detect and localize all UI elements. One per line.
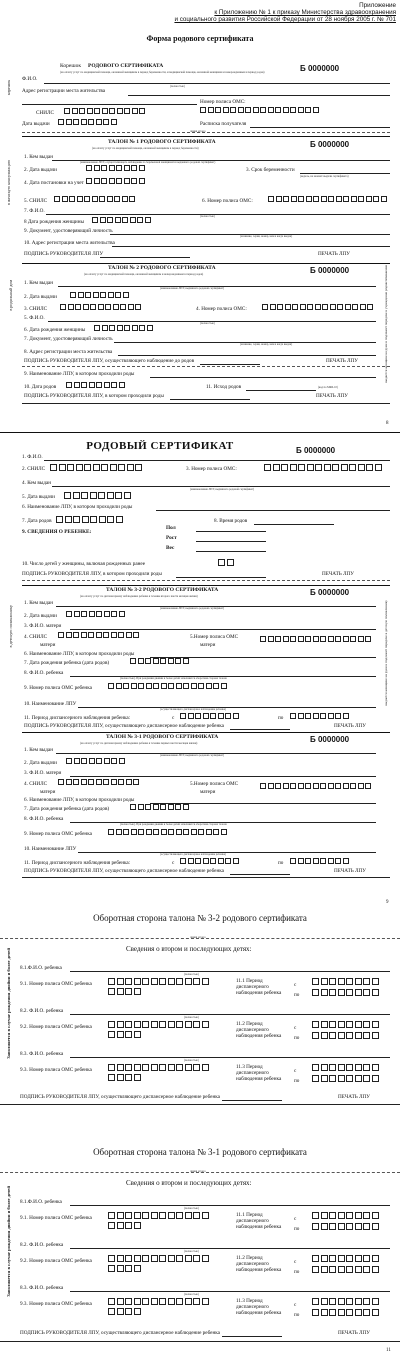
talon2-seal: ПЕЧАТЬ ЛПУ <box>326 358 358 364</box>
talon2-sign1: ПОДПИСЬ РУКОВОДИТЕЛЯ ЛПУ, осуществляющего наблюдение до родов <box>24 358 195 364</box>
back31-title: Оборотная сторона талона № 3-1 родового сертификата <box>93 1147 307 1157</box>
talon31-l5-cells[interactable] <box>260 783 371 789</box>
cert-weight-field[interactable] <box>196 551 266 552</box>
header-line-2: к Приложению № 1 к приказу Министерства здравоохранения <box>214 9 396 16</box>
back31-r92: 9.2. Номер полиса ОМС ребенка <box>20 1258 92 1264</box>
talon31-title: ТАЛОН № 3-1 РОДОВОГО СЕРТИФИКАТА <box>106 734 219 740</box>
talon32-sign: ПОДПИСЬ РУКОВОДИТЕЛЯ ЛПУ, осуществляющего диспансерное наблюдение ребенка <box>24 723 224 729</box>
talon31-l10-hint: (осуществляющего диспансерное наблюдение ребенка) <box>160 853 227 856</box>
talon1-l10-field[interactable] <box>112 246 390 247</box>
talon1-l6: 6. Номер полиса ОМС: <box>202 198 253 204</box>
talon2-l4-cells[interactable] <box>262 304 373 310</box>
koreshok-receipt-label: Расписка получателя <box>200 121 247 127</box>
koreshok-address-label: Адрес регистрации места жительства <box>22 88 106 94</box>
page-number-9: 9 <box>386 900 389 905</box>
talon1-title: ТАЛОН № 1 РОДОВОГО СЕРТИФИКАТА <box>108 139 216 145</box>
talon32-l1-hint: (наименование ЛПУ, выдавшего родовой сертификат) <box>160 607 225 610</box>
talon1-l2: 2. Дата выдачи <box>24 167 57 173</box>
back31-r92-cells-a[interactable] <box>108 1255 209 1262</box>
talon32-subtitle: (на оплату услуг по диспансерному наблюдению ребенка в течение второго шести месяцев жизни) <box>80 595 198 598</box>
back31-r93-cells-a[interactable] <box>108 1298 209 1305</box>
talon31-subtitle: (на оплату услуг по диспансерному наблюдению ребенка в течение первых шести месяцев жизни) <box>80 742 198 745</box>
cert-l9: 9. СВЕДЕНИЯ О РЕБЕНКЕ: <box>22 529 92 535</box>
talon2-l9-field[interactable] <box>150 377 376 378</box>
talon31-l7: 7. Дата рождения ребенка (дата родов) <box>24 806 110 812</box>
back32-p112-to: по <box>294 1035 300 1041</box>
back32-r91-cells-a[interactable] <box>108 978 209 985</box>
talon1-l7: 7. Ф.И.О. <box>24 208 45 214</box>
talon31-l9-cells[interactable] <box>108 829 227 835</box>
talon32-l5b: матери <box>200 642 216 648</box>
talon32-l7: 7. Дата рождения ребенка (дата родов) <box>24 660 110 666</box>
back32-p113: 11.3 Период диспансерного наблюдения ребенка <box>236 1064 282 1082</box>
talon1-l8-cells[interactable] <box>92 217 151 223</box>
cert-l1: 1. Ф.И.О. <box>22 454 43 460</box>
cert-l6-field[interactable] <box>156 510 390 511</box>
back31-r81-field[interactable] <box>70 1205 390 1206</box>
back31-p113: 11.3 Период диспансерного наблюдения ребенка <box>236 1298 282 1316</box>
talon32-l3: 3. Ф.И.О. матери <box>24 623 62 629</box>
back31-p113-to-cells[interactable] <box>312 1309 379 1316</box>
back32-r83-hint: (полностью) <box>184 1059 199 1062</box>
back32-r92: 9.2. Номер полиса ОМС ребенка <box>20 1024 92 1030</box>
talon32-l4-cells[interactable] <box>58 632 139 638</box>
talon2-l9: 9. Наименование ЛПУ, в котором проходили роды <box>24 371 135 377</box>
back32-p111-from-cells[interactable] <box>312 978 379 985</box>
talon2-subtitle: (на оплату услуг по медицинской помощи, оказанной женщинам и новорожденным в период родов) <box>84 273 204 276</box>
document-header <box>174 2 396 23</box>
talon2-l10-cells[interactable] <box>66 382 125 388</box>
talon1-seal: ПЕЧАТЬ ЛПУ <box>318 251 350 257</box>
back32-p111-to: по <box>294 992 300 998</box>
cert-seal: ПЕЧАТЬ ЛПУ <box>322 571 354 577</box>
back31-p111-from-cells[interactable] <box>312 1212 379 1219</box>
back31-sign: ПОДПИСЬ РУКОВОДИТЕЛЯ ЛПУ, осуществляющего диспансерное наблюдение ребенка <box>20 1330 220 1336</box>
koreshok-title-prefix: Корешок <box>60 63 81 69</box>
talon2-sign2: ПОДПИСЬ РУКОВОДИТЕЛЯ ЛПУ, в котором проходили роды <box>24 393 164 399</box>
koreshok-receipt-field[interactable] <box>250 127 390 128</box>
back32-r82: 8.2. Ф.И.О. ребенка <box>20 1008 64 1014</box>
back31-r83-field[interactable] <box>70 1291 390 1292</box>
page-separator-1 <box>0 432 400 433</box>
talon2-divider <box>22 366 390 367</box>
cert-l1-field[interactable] <box>44 460 390 461</box>
talon1-l3: 3. Срок беременности <box>246 167 295 173</box>
back32-p113-to-cells[interactable] <box>312 1075 379 1082</box>
back32-r93-cells-a[interactable] <box>108 1064 209 1071</box>
talon32-l5-cells[interactable] <box>260 636 371 642</box>
talon32-l10: 10. Наименование ЛПУ <box>24 701 77 707</box>
talon32-sign-field[interactable] <box>230 729 290 730</box>
talon31-l4: 4. СНИЛС <box>24 781 48 787</box>
back32-p111-from: с <box>294 982 297 988</box>
talon32-l4: 4. СНИЛС <box>24 634 48 640</box>
talon31-l1-hint: (наименование ЛПУ, выдавшего родовой сертификат) <box>160 754 225 757</box>
back32-side: Заполняется в случае рождения двойни и более детей <box>6 948 11 1059</box>
back32-r83: 8.3. Ф.И.О. ребенка <box>20 1051 64 1057</box>
koreshok-snils-label: СНИЛС <box>36 110 54 116</box>
talon2-l7-hint: (название, серия, номер, кем и когда выдан) <box>240 343 293 346</box>
talon32-l9-cells[interactable] <box>108 683 227 689</box>
koreshok-address-field[interactable] <box>128 95 390 96</box>
talon2-bottom-border <box>22 403 390 404</box>
talon32-l2: 2. Дата выдачи <box>24 613 57 619</box>
back31-r91-cells-b[interactable] <box>108 1222 141 1229</box>
cert-l4: 4. Кем выдан <box>22 480 51 486</box>
talon32-number: Б 0000000 <box>310 588 350 597</box>
talon32-top-border <box>22 585 390 586</box>
talon1-l7-hint: (полностью) <box>200 215 215 218</box>
cert-sex-field[interactable] <box>196 531 266 532</box>
back31-r81-hint: (полностью) <box>184 1207 199 1210</box>
talon1-subtitle: (на оплату услуг по медицинской помощи, оказанной женщинам в период беременности) <box>92 147 199 150</box>
talon2-sign1-field[interactable] <box>200 364 260 365</box>
cut-line-label: линия отреза <box>190 130 206 133</box>
back31-p112-to: по <box>294 1269 300 1275</box>
talon2-l3: 3. СНИЛС <box>24 306 48 312</box>
back32-r82-hint: (полностью) <box>184 1016 199 1019</box>
talon32-l1: 1. Кем выдан <box>24 600 53 606</box>
talon31-sign: ПОДПИСЬ РУКОВОДИТЕЛЯ ЛПУ, осуществляющего диспансерное наблюдение ребенка <box>24 868 224 874</box>
back32-r93: 9.3. Номер полиса ОМС ребенка <box>20 1067 92 1073</box>
back32-heading: Сведения о втором и последующих детях: <box>126 945 252 953</box>
talon2-l7: 7. Документ, удостоверяющий личность <box>24 336 113 342</box>
koreshok-number: Б 0000000 <box>300 64 340 73</box>
talon2-l5-hint: (полностью) <box>200 322 215 325</box>
back31-r91-cells-a[interactable] <box>108 1212 209 1219</box>
talon1-l9: 9. Документ, удостоверяющий личность <box>24 228 113 234</box>
back31-r91: 9.1. Номер полиса ОМС ребенка <box>20 1215 92 1221</box>
koreshok-address-field-2[interactable] <box>22 104 197 105</box>
back32-p112-from: с <box>294 1025 297 1031</box>
back32-title: Оборотная сторона талона № 3-2 родового сертификата <box>93 913 307 923</box>
talon1-l1: 1. Кем выдан <box>24 154 53 160</box>
cert-l2-cells[interactable] <box>50 464 142 471</box>
cert-sex-label: Пол <box>166 525 176 531</box>
talon32-l7-cells[interactable] <box>130 658 189 664</box>
back32-r81: 8.1.Ф.И.О. ребенка <box>20 965 62 971</box>
cert-l10-cells[interactable] <box>218 559 234 566</box>
cert-l5: 5. Дата выдачи <box>22 494 55 500</box>
talon32-seal: ПЕЧАТЬ ЛПУ <box>334 723 366 729</box>
cert-number: Б 0000000 <box>296 446 336 455</box>
cert-height-label: Рост <box>166 535 177 541</box>
talon1-l1-hint: (наименование ЛПУ, осуществляющего наблюдение за беременной женщиной и выдавшего родовой сертификат) <box>80 161 216 164</box>
talon31-to-cells[interactable] <box>290 858 349 864</box>
talon32-side-right: выдается женщине на руки и подлежит передаче в детскую поликлинику <box>384 600 388 706</box>
cert-l8-field[interactable] <box>254 524 334 525</box>
back31-cut-label: линия отреза <box>190 1170 206 1173</box>
back31-p113-from: с <box>294 1302 297 1308</box>
koreshok-fio-field[interactable] <box>44 83 390 84</box>
back31-p112: 11.2 Период диспансерного наблюдения ребенка <box>236 1255 282 1273</box>
talon32-from: с <box>172 715 175 721</box>
talon2-l3-cells[interactable] <box>60 304 141 310</box>
talon31-from-cells[interactable] <box>180 858 239 864</box>
back32-r92-cells-a[interactable] <box>108 1021 209 1028</box>
talon2-side-right: выдается женщине на руки и подлежит передаче в учреждение родовспоможения <box>384 265 388 383</box>
koreshok-snils-cells[interactable] <box>64 108 145 114</box>
koreshok-date-cells[interactable] <box>58 119 117 125</box>
cert-l5-cells[interactable] <box>64 492 131 499</box>
back32-r91: 9.1. Номер полиса ОМС ребенка <box>20 981 92 987</box>
back32-r81-field[interactable] <box>70 971 390 972</box>
talon2-l1-hint: (наименование ЛПУ, выдавшего родовой сертификат) <box>160 287 225 290</box>
header-line-3: и социального развития Российской Федерации от 28 ноября 2005 г. № 701 <box>174 16 396 23</box>
back31-p111-from: с <box>294 1216 297 1222</box>
talon1-sign: ПОДПИСЬ РУКОВОДИТЕЛЯ ЛПУ <box>24 251 104 257</box>
talon31-l10-field[interactable] <box>78 852 376 853</box>
talon31-l7-cells[interactable] <box>130 804 189 810</box>
back31-p113-from-cells[interactable] <box>312 1298 379 1305</box>
talon31-from: с <box>172 860 175 866</box>
back31-sign-field[interactable] <box>222 1336 282 1337</box>
talon1-l9-hint: (название, серия, номер, кем и когда выдан) <box>240 235 293 238</box>
talon32-l3-field[interactable] <box>70 629 376 630</box>
koreshok-fio-hint: (полностью) <box>170 85 185 88</box>
cert-l4-hint: (наименование ЛПУ, выдавшего родовой сертификат) <box>190 488 255 491</box>
back31-p112-from-cells[interactable] <box>312 1255 379 1262</box>
talon31-l8: 8. Ф.И.О. ребенка <box>24 816 64 822</box>
talon1-l6-cells[interactable] <box>268 196 387 202</box>
back31-heading: Сведения о втором и последующих детях: <box>126 1179 252 1187</box>
talon2-l11-hint: (код по МКБ-10) <box>318 386 338 389</box>
talon31-l5: 5.Номер полиса ОМС <box>190 781 239 787</box>
talon32-l11: 11. Период диспансерного наблюдения ребенка: <box>24 715 131 721</box>
cert-height-field[interactable] <box>196 541 266 542</box>
koreshok-title: РОДОВОГО СЕРТИФИКАТА <box>88 63 164 69</box>
talon1-l3-field[interactable] <box>300 173 390 174</box>
talon31-l11: 11. Период диспансерного наблюдения ребенка: <box>24 860 131 866</box>
talon1-side: в женскую консультацию <box>6 160 11 206</box>
talon2-l4: 4. Номер полиса ОМС: <box>196 306 247 312</box>
cert-l2: 2. СНИЛС <box>22 466 46 472</box>
back32-bottom-border <box>0 1104 400 1105</box>
talon1-l7-field[interactable] <box>46 214 390 215</box>
back32-sign-field[interactable] <box>222 1100 282 1101</box>
cert-l10: 10. Число детей у женщины, включая рожденных ранее <box>22 561 146 567</box>
cert-l7: 7. Дата родов <box>22 518 52 524</box>
back31-r93: 9.3. Номер полиса ОМС ребенка <box>20 1301 92 1307</box>
back32-r92-cells-b[interactable] <box>108 1031 141 1038</box>
talon2-number: Б 0000000 <box>310 266 350 275</box>
talon31-l5b: матери <box>200 789 216 795</box>
form-title: Форма родового сертификата <box>146 34 254 43</box>
talon2-l8-field[interactable] <box>118 355 376 356</box>
talon1-top-border <box>22 136 390 137</box>
cert-sign-field[interactable] <box>176 577 266 578</box>
back32-p112-to-cells[interactable] <box>312 1032 379 1039</box>
talon32-to-cells[interactable] <box>290 713 349 719</box>
back31-r82-hint: (полностью) <box>184 1250 199 1253</box>
talon31-l6: 6. Наименование ЛПУ, в котором проходили роды <box>24 797 135 803</box>
back32-sign: ПОДПИСЬ РУКОВОДИТЕЛЯ ЛПУ, осуществляющего диспансерное наблюдение ребенка <box>20 1094 220 1100</box>
talon2-side-left: в родильный дом <box>8 280 13 311</box>
talon32-l8-hint: (полностью). При рождении двойни и более детей заполняется оборотная сторона талона <box>120 677 227 680</box>
koreshok-oms-cells[interactable] <box>200 107 319 113</box>
koreshok-side: корешок <box>6 80 11 96</box>
talon1-l5: 5. СНИЛС <box>24 198 48 204</box>
back32-p111-to-cells[interactable] <box>312 989 379 996</box>
back32-r81-hint: (полностью) <box>184 973 199 976</box>
cert-l3: 3. Номер полиса ОМС: <box>186 466 237 472</box>
page-number-8: 8 <box>386 421 389 426</box>
talon2-l5: 5. Ф.И.О. <box>24 315 45 321</box>
back32-r83-field[interactable] <box>70 1057 390 1058</box>
talon32-l10-hint: (осуществляющего диспансерное наблюдение ребенка) <box>160 708 227 711</box>
talon31-l2: 2. Дата выдачи <box>24 760 57 766</box>
koreshok-oms-label: Номер полиса ОМС: <box>200 99 246 105</box>
talon31-l9: 9. Номер полиса ОМС ребенка <box>24 831 92 837</box>
back32-seal: ПЕЧАТЬ ЛПУ <box>338 1094 370 1100</box>
cert-l4-field[interactable] <box>52 486 390 487</box>
talon2-sign2-field[interactable] <box>170 399 250 400</box>
back32-p112-from-cells[interactable] <box>312 1021 379 1028</box>
talon1-number: Б 0000000 <box>310 140 350 149</box>
talon2-l2-cells[interactable] <box>70 292 129 298</box>
talon2-l11-field[interactable] <box>246 390 316 391</box>
talon2-l1: 1. Кем выдан <box>24 280 53 286</box>
talon31-sign-field[interactable] <box>230 874 290 875</box>
back32-p113-to: по <box>294 1078 300 1084</box>
talon31-l3: 3. Ф.И.О. матери <box>24 770 62 776</box>
talon31-l4b: матери <box>40 789 56 795</box>
talon2-l2: 2. Дата выдачи <box>24 294 57 300</box>
back31-r83: 8.3. Ф.И.О. ребенка <box>20 1285 64 1291</box>
back31-p112-from: с <box>294 1259 297 1265</box>
talon31-to: по <box>278 860 284 866</box>
talon31-seal: ПЕЧАТЬ ЛПУ <box>334 868 366 874</box>
cert-weight-label: Вес <box>166 545 175 551</box>
cert-l7-cells[interactable] <box>56 516 123 523</box>
back31-r83-hint: (полностью) <box>184 1293 199 1296</box>
talon2-l10: 10. Дата родов <box>24 384 57 390</box>
back31-side: Заполняется в случае рождения двойни и более детей <box>6 1186 11 1297</box>
back32-p111: 11.1 Период диспансерного наблюдения ребенка <box>236 978 282 996</box>
talon31-l10: 10. Наименование ЛПУ <box>24 846 77 852</box>
back31-p111-to-cells[interactable] <box>312 1223 379 1230</box>
back31-r82: 8.2. Ф.И.О. ребенка <box>20 1242 64 1248</box>
back32-r91-cells-b[interactable] <box>108 988 141 995</box>
back31-bottom-border <box>0 1341 400 1342</box>
talon2-title: ТАЛОН № 2 РОДОВОГО СЕРТИФИКАТА <box>108 265 216 271</box>
cert-l3-cells[interactable] <box>264 464 382 471</box>
cert-sign: ПОДПИСЬ РУКОВОДИТЕЛЯ ЛПУ, в котором проходили роды <box>22 571 162 577</box>
cut-line <box>22 132 390 133</box>
back32-r82-field[interactable] <box>70 1014 390 1015</box>
cert-l6: 6. Наименование ЛПУ, в котором проходили роды <box>22 504 133 510</box>
talon32-l10-field[interactable] <box>78 707 376 708</box>
talon32-title: ТАЛОН № 3-2 РОДОВОГО СЕРТИФИКАТА <box>106 587 219 593</box>
talon32-l4b: матери <box>40 642 56 648</box>
talon32-l6: 6. Наименование ЛПУ, в котором проходили роды <box>24 651 135 657</box>
koreshok-fio-label: Ф.И.О. <box>22 76 38 82</box>
talon1-sign-field[interactable] <box>100 257 190 258</box>
back31-seal: ПЕЧАТЬ ЛПУ <box>338 1330 370 1336</box>
back32-cut-label: линия отреза <box>190 936 206 939</box>
header-line-1: Приложение <box>359 2 396 9</box>
talon1-l8: 8 Дата рождения женщины <box>24 219 84 225</box>
talon31-top-border <box>22 732 390 733</box>
talon2-l6: 6. Дата рождения женщины <box>24 327 86 333</box>
talon32-l9: 9. Номер полиса ОМС ребенка <box>24 685 92 691</box>
talon1-l2-cells[interactable] <box>86 165 145 171</box>
back31-p111: 11.1 Период диспансерного наблюдения ребенка <box>236 1212 282 1230</box>
talon2-top-border <box>22 263 390 264</box>
back31-r93-cells-b[interactable] <box>108 1308 141 1315</box>
back32-p113-from-cells[interactable] <box>312 1064 379 1071</box>
back32-p113-from: с <box>294 1068 297 1074</box>
talon32-to: по <box>278 715 284 721</box>
back31-r82-field[interactable] <box>70 1248 390 1249</box>
talon31-number: Б 0000000 <box>310 735 350 744</box>
talon32-l2-cells[interactable] <box>66 611 125 617</box>
page-number-end: 11 <box>386 1348 391 1353</box>
talon31-l3-field[interactable] <box>70 776 376 777</box>
talon1-l3-hint: (недель, на момент выдачи сертификата) <box>300 175 349 178</box>
talon31-bottom-border <box>22 877 390 878</box>
cert-title: РОДОВЫЙ СЕРТИФИКАТ <box>86 440 234 452</box>
koreshok-date-label: Дата выдачи <box>22 121 50 127</box>
cert-l8: 8. Время родов <box>214 518 248 524</box>
cert-cut-line <box>22 580 390 581</box>
back31-p111-to: по <box>294 1226 300 1232</box>
talon32-l8: 8. Ф.И.О. ребенка <box>24 670 64 676</box>
talon31-l8-hint: (полностью). При рождении двойни и более детей заполняется оборотная сторона талона <box>120 823 227 826</box>
back32-p112: 11.2 Период диспансерного наблюдения ребенка <box>236 1021 282 1039</box>
talon31-l4-cells[interactable] <box>58 779 139 785</box>
koreshok-subtitle: (на оплату услуг по медицинской помощи, оказанной женщинам в период беременности, и медицинской помощи, оказанной женщинам и новорожденным в период родов) <box>60 71 265 74</box>
talon2-l6-cells[interactable] <box>94 325 153 331</box>
talon2-seal2: ПЕЧАТЬ ЛПУ <box>316 393 348 399</box>
talon31-l1: 1. Кем выдан <box>24 747 53 753</box>
talon32-l5: 5.Номер полиса ОМС <box>190 634 239 640</box>
back31-r92-cells-b[interactable] <box>108 1265 141 1272</box>
talon32-from-cells[interactable] <box>180 713 239 719</box>
back31-p112-to-cells[interactable] <box>312 1266 379 1273</box>
talon1-l5-cells[interactable] <box>54 196 135 202</box>
back31-p113-to: по <box>294 1312 300 1318</box>
talon1-l4-cells[interactable] <box>86 178 145 184</box>
talon31-l2-cells[interactable] <box>66 758 125 764</box>
back31-r81: 8.1.Ф.И.О. ребенка <box>20 1199 62 1205</box>
talon2-l11: 11. Исход родов <box>206 384 242 390</box>
back32-r93-cells-b[interactable] <box>108 1074 141 1081</box>
talon2-l8: 8. Адрес регистрации места жительства <box>24 349 113 355</box>
talon1-l10: 10. Адрес регистрации места жительства <box>24 240 115 246</box>
talon1-l4: 4. Дата постановки на учет <box>24 180 84 186</box>
talon32-side-left: в детскую поликлинику <box>8 605 13 648</box>
